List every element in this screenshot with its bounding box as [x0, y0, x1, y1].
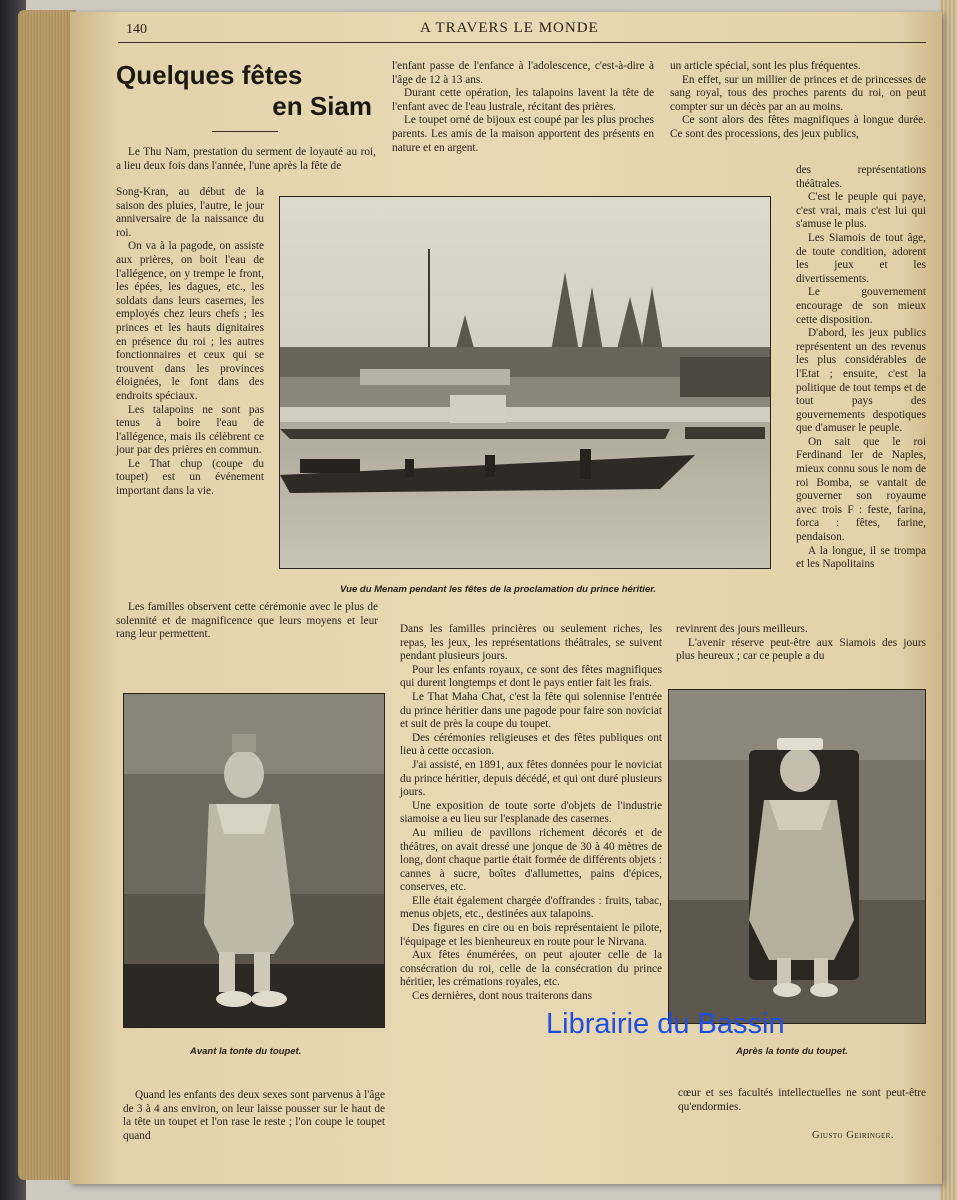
paragraph: Au milieu de pavillons richement décorés et de théâtres, on avait dressé une jonque de 30 à 40 mètres de long, dont chaque partie était formée de différents objets : cannes à sucre, boîtes d'allumettes, pains d'épices, conserves, etc.: [400, 826, 662, 894]
photo-after-haircut: [668, 689, 926, 1024]
col-left-end: [116, 601, 378, 642]
paragraph: Des cérémonies religieuses et des fêtes publiques ont lieu à cette occasion.: [400, 731, 662, 758]
paragraph: Elle était également chargée d'offrandes : fruits, tabac, menus objets, etc., destinées aux talapoins.: [400, 894, 662, 921]
running-head: A TRAVERS LE MONDE: [420, 20, 599, 36]
paragraph: On va à la pagode, on assiste aux prières, on boit l'eau de l'allégence, on y trempe le front, les épées, les dagues, etc., les soldats dans leurs casernes, les employés chez leurs chefs ; les princes et les hauts dignitaires en présence du roi ; les autres fonctionnaires et ceux qui se trouvent dans les provinces éloignées, le font dans des endroits spéciaux.: [116, 240, 264, 402]
paragraph: Le Thu Nam, prestation du serment de loyauté au roi, a lieu deux fois dans l'année, l'une après la fête de: [116, 146, 376, 172]
page-number: 140: [126, 22, 147, 37]
paragraph: Le That chup (coupe du toupet) est un événement important dans la vie.: [116, 457, 264, 498]
col-center-mid: [400, 623, 662, 1004]
photo-before-haircut: [123, 693, 385, 1028]
header-rule: [118, 42, 926, 43]
title-rule: [212, 131, 278, 132]
paragraph: Quand les enfants des deux sexes sont parvenus à l'âge de 3 à 4 ans environ, on leur laisse pousser sur le haut de la tête un toupet et l'on rase le reste ; l'on coupe le toupet quand: [123, 1089, 385, 1142]
col-middle-top: [392, 60, 654, 155]
paragraph: En effet, sur un millier de princes et de princesses de sang royal, tous des proches parents du roi, on peut compter sur un décès par an au moins.: [670, 73, 926, 113]
col-left-intro: [116, 146, 376, 173]
paragraph: Ces dernières, dont nous traiterons dans: [412, 990, 593, 1003]
paragraph: Des figures en cire ou en bois représentaient le pilote, l'équipage et les bienheureux en route pour le Nirvana.: [400, 922, 662, 948]
right-page-edges: [940, 0, 957, 1200]
paragraph: Les Siamois de tout âge, de toute condition, adorent les jeux et les divertissements.: [796, 231, 926, 285]
paragraph: A la longue, il se trompa et les Napolitains: [796, 544, 926, 571]
paragraph: Les talapoins ne sont pas tenus à boire l'eau de l'allégence, mais ils célèbrent ce jour par des prières en commun.: [116, 403, 264, 457]
paragraph: des représentations théâtrales.: [796, 164, 926, 190]
paragraph: D'abord, les jeux publics représentent un des revenus les plus considérables de l'Etat ; ensuite, c'est la politique de tout temps et de tout pays des gouvernements despotiques que d'amuser le peuple.: [796, 327, 926, 435]
watermark: Librairie du Bassin: [546, 1008, 785, 1040]
paragraph: Le toupet orné de bijoux est coupé par les plus proches parents. Les amis de la maison apportent des présents en nature et en argent.: [392, 114, 654, 154]
paragraph: Aux fêtes énumérées, on peut ajouter celle de la consécration du roi, celle de la consécration du prince héritier, les crémations royales, etc.: [400, 949, 662, 989]
title-line-2: en Siam: [272, 91, 372, 121]
col-left-narrow: [116, 186, 264, 499]
paragraph: Le gouvernement encourage de son mieux cette disposition.: [796, 286, 926, 326]
col-right-side: [796, 164, 926, 572]
caption-main: Vue du Menam pendant les fêtes de la proclamation du prince héritier.: [340, 584, 657, 595]
caption-right: Après la tonte du toupet.: [736, 1046, 848, 1057]
col-bottom-left: [123, 1089, 385, 1143]
photo-menam-river: [279, 196, 771, 569]
paragraph: Ce sont alors des fêtes magnifiques à longue durée. Ce sont des processions, des jeux publics,: [670, 114, 926, 140]
paragraph: On sait que le roi Ferdinand Ier de Naples, mieux connu sous le nom de roi Bomba, se vantait de gouverner son royaume avec trois F : feste, farina, forca : fêtes, farine, pendaison.: [796, 435, 926, 544]
paragraph: cœur et ses facultés intellectuelles ne sont peut-être qu'endormies.: [678, 1087, 926, 1113]
paragraph: Une exposition de toute sorte d'objets de l'industrie siamoise a eu lieu sur l'esplanade des casernes.: [400, 799, 662, 826]
paragraph: revinrent des jours meilleurs.: [676, 623, 808, 635]
caption-left: Avant la tonte du toupet.: [190, 1046, 302, 1057]
paragraph: un article spécial, sont les plus fréquentes.: [670, 60, 861, 72]
paragraph: Song-Kran, au début de la saison des pluies, l'autre, le jour anniversaire de la naissance du roi.: [116, 186, 264, 239]
paragraph: J'ai assisté, en 1891, aux fêtes données pour le noviciat du prince héritier, depuis décédé, et qui ont duré plusieurs jours.: [400, 758, 662, 799]
paragraph: Le That Maha Chat, c'est la fête qui solennise l'entrée du prince héritier dans une pagode pour faire son noviciat et suit de près la coupe du toupet.: [400, 690, 662, 731]
col-right-mid: [676, 623, 926, 664]
paragraph: Pour les enfants royaux, ce sont des fêtes magnifiques qui durent longtemps et dont le pays entier fait les frais.: [400, 663, 662, 690]
paragraph: L'avenir réserve peut-être aux Siamois des jours plus heureux ; car ce peuple a du: [676, 636, 926, 663]
paragraph: Les familles observent cette cérémonie avec le plus de solennité et de magnificence que leurs moyens et leur rang leur permettent.: [116, 601, 378, 641]
paragraph: Durant cette opération, les talapoins lavent la tête de l'enfant avec de l'eau lustrale, récitant des prières.: [392, 87, 654, 113]
paragraph: C'est le peuple qui paye, c'est vrai, mais c'est lui qui s'amuse le plus.: [796, 191, 926, 231]
article-title: [116, 60, 378, 122]
title-line-1: Quelques fêtes: [116, 60, 303, 90]
paragraph: Dans les familles princières ou seulement riches, les repas, les jeux, les représentations théâtrales, se suivent pendant plusieurs jours.: [400, 623, 662, 663]
author-signature: Giusto Geiringer.: [812, 1130, 895, 1141]
col-bottom-right: [678, 1087, 926, 1114]
col-right-top: [670, 60, 926, 142]
page-edges: [18, 10, 76, 1180]
paragraph: l'enfant passe de l'enfance à l'adolescence, c'est-à-dire à l'âge de 12 à 13 ans.: [392, 60, 654, 86]
